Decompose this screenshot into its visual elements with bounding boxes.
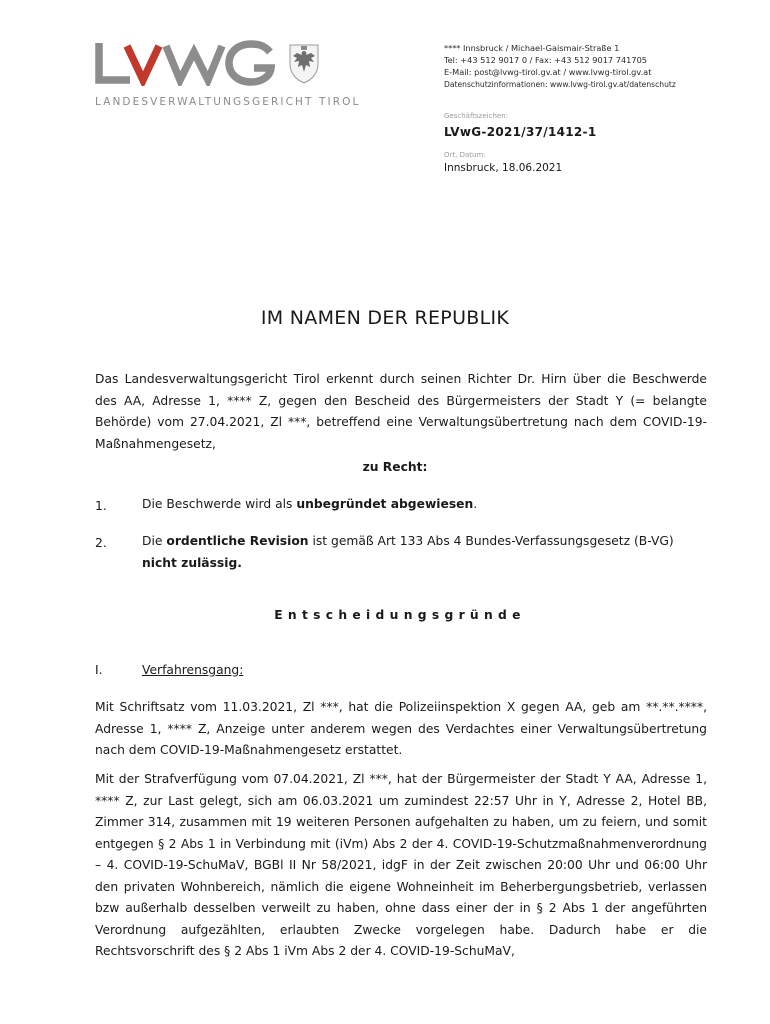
lvwg-logo	[94, 40, 279, 86]
court-email-web: E-Mail: post@lvwg-tirol.gv.at / www.lvwg-tirol.gv.at	[444, 67, 652, 78]
body-paragraph: Mit der Strafverfügung vom 07.04.2021, Zl ***, hat der Bürgermeister der Stadt Y AA, Adresse 1, **** Z, zur Last gelegt, sich am 06.03.2021 um zumindest 22:57 Uhr in Y, Adresse 2, Hotel BB, Zimmer 314, zusammen mit 19 weiteren Personen aufgehalten zu haben, um zu feiern, und somit entgegen § 2 Abs 1 in Verbindung mit (iVm) Abs 2 der 4. COVID-19-Schutzmaßnahmenverordnung – 4. COVID-19-SchuMaV, BGBl II Nr 58/2021, idgF in der Zeit zwischen 20:00 Uhr und 06:00 Uhr den privaten Wohnbereich, nämlich die eigene Wohneinheit im Beherbergungsbetrieb, verlassen bzw außerhalb desselben verweilt zu haben, ohne dass einer der in § 2 Abs 1 der angeführten Verordnung aufgezählten, erlaubten Zwecke vorgelegen habe. Dadurch habe er die Rechtsvorschrift des § 2 Abs 1 iVm Abs 2 der 4. COVID-19-SchuMaV,	[95, 772, 707, 958]
place-date-label: Ort, Datum:	[444, 151, 486, 159]
court-address: **** Innsbruck / Michael-Gaismair-Straße 1	[444, 43, 620, 53]
contact-block	[444, 42, 676, 91]
ruling-emphasis: ordentliche Revision	[166, 534, 309, 548]
body-paragraph: Mit Schriftsatz vom 11.03.2021, Zl ***, hat die Polizeiinspektion X gegen AA, geb am **.**.****, Adresse 1, **** Z, Anzeige unter anderem wegen des Verdachtes einer Verwaltungsübertretung nach dem COVID-19-Maßnahmengesetz erstattet.	[95, 700, 707, 757]
ruling-text: Die Beschwerde wird als unbegründet abgewiesen.	[142, 497, 478, 511]
intro-paragraph: Das Landesverwaltungsgericht Tirol erkennt durch seinen Richter Dr. Hirn über die Beschwerde des AA, Adresse 1, **** Z, gegen den Bescheid des Bürgermeisters der Stadt Y (= belangte Behörde) vom 27.04.2021, Zl ***, betreffend eine Verwaltungsübertretung nach dem COVID-19-Maßnahmengesetz,	[95, 372, 707, 451]
ruling-emphasis: nicht zulässig.	[142, 555, 242, 570]
section-number: I.	[95, 663, 103, 677]
ruling-number: 2.	[95, 536, 107, 550]
privacy-info: Datenschutzinformationen: www.lvwg-tirol.gv.at/datenschutz	[444, 79, 676, 89]
reasons-heading: Entscheidungsgründe	[274, 608, 526, 622]
ruling-text: Die ordentliche Revision ist gemäß Art 133 Abs 4 Bundes-Verfassungsgesetz (B-VG) nicht zulässig.	[142, 534, 674, 570]
ruling-number: 1.	[95, 499, 107, 513]
logo-subtitle: LANDESVERWALTUNGSGERICHT TIROL	[95, 96, 361, 108]
reference-label: Geschäftszeichen:	[444, 112, 508, 120]
section-title: Verfahrensgang:	[142, 663, 244, 677]
reference-number: LVwG-2021/37/1412-1	[444, 125, 597, 139]
ruling-emphasis: unbegründet abgewiesen	[296, 497, 474, 511]
court-phone-fax: Tel: +43 512 9017 0 / Fax: +43 512 9017 741705	[444, 55, 647, 66]
verdict-heading: zu Recht:	[362, 460, 428, 474]
tyrol-eagle-crest-icon	[287, 42, 321, 84]
page-title: IM NAMEN DER REPUBLIK	[260, 307, 510, 329]
place-date: Innsbruck, 18.06.2021	[444, 162, 563, 174]
